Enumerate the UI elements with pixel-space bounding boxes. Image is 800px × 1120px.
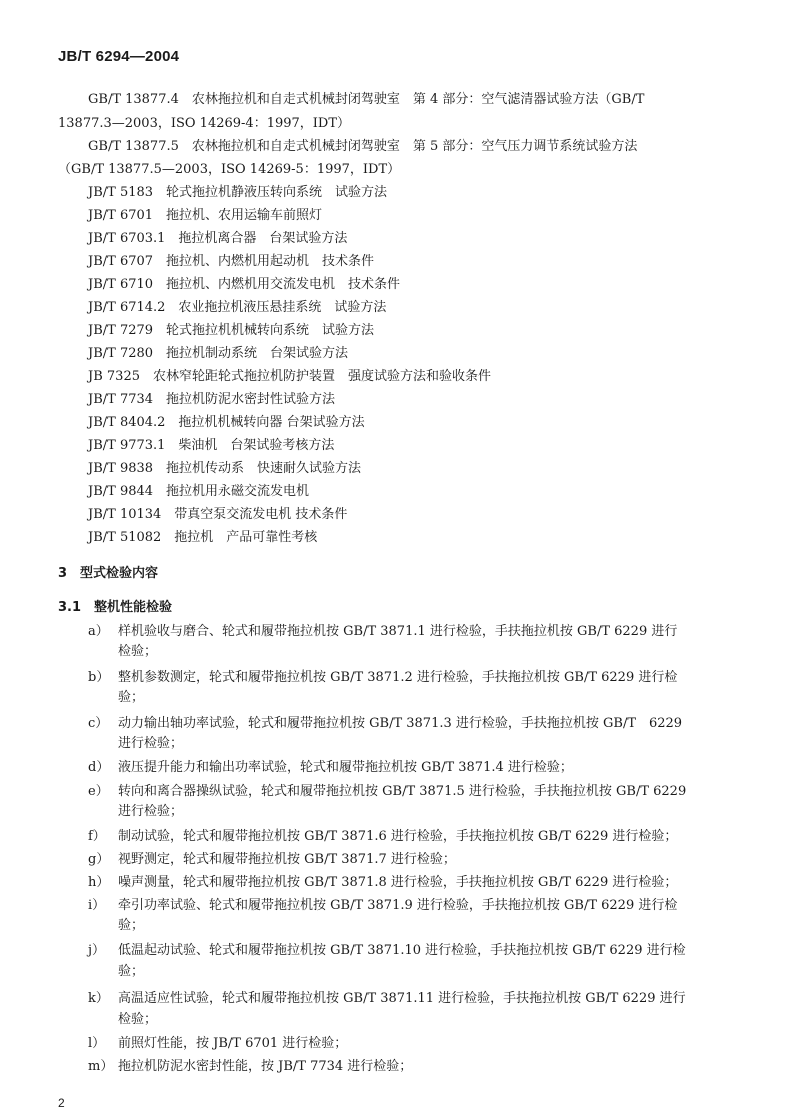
reference-item: JB/T 51082 拖拉机 产品可靠性考核 bbox=[88, 530, 318, 545]
list-item-text: 低温起动试验、轮式和履带拖拉机按 GB/T 3871.10 进行检验，手扶拖拉机按 GB/T 6229 进行检 bbox=[118, 943, 686, 958]
list-item-label: k） bbox=[88, 991, 109, 1006]
reference-item: JB/T 9838 拖拉机传动系 快速耐久试验方法 bbox=[88, 461, 362, 476]
reference-item: JB/T 6714.2 农业拖拉机液压悬挂系统 试验方法 bbox=[88, 300, 387, 315]
list-item-text: 高温适应性试验，轮式和履带拖拉机按 GB/T 3871.11 进行检验，手扶拖拉机按 GB/T 6229 进行 bbox=[118, 991, 686, 1006]
list-item-text: 样机验收与磨合、轮式和履带拖拉机按 GB/T 3871.1 进行检验，手扶拖拉机按 GB/T 6229 进行 bbox=[118, 624, 678, 639]
list-item-continuation: 验； bbox=[118, 918, 145, 933]
list-item-continuation: 检验； bbox=[118, 1012, 158, 1027]
list-item-text: 整机参数测定，轮式和履带拖拉机按 GB/T 3871.2 进行检验，手扶拖拉机按 GB/T 6229 进行检 bbox=[118, 670, 678, 685]
reference-item: JB/T 5183 轮式拖拉机静液压转向系统 试验方法 bbox=[88, 185, 388, 200]
reference-item: JB/T 9773.1 柴油机 台架试验考核方法 bbox=[88, 438, 335, 453]
list-item-continuation: 进行检验； bbox=[118, 736, 184, 751]
reference-13877-5-line1: GB/T 13877.5 农林拖拉机和自走式机械封闭驾驶室 第 5 部分：空气压力调节系统试验方法 bbox=[88, 139, 638, 154]
reference-13877-4-line2: 13877.3—2003，ISO 14269-4：1997，IDT） bbox=[58, 116, 351, 131]
list-item-continuation: 进行检验； bbox=[118, 804, 184, 819]
list-item-text: 牵引功率试验、轮式和履带拖拉机按 GB/T 3871.9 进行检验，手扶拖拉机按 GB/T 6229 进行检 bbox=[118, 898, 678, 913]
reference-item: JB/T 7280 拖拉机制动系统 台架试验方法 bbox=[88, 346, 349, 361]
reference-item: JB/T 8404.2 拖拉机机械转向器 台架试验方法 bbox=[88, 415, 365, 430]
reference-item: JB/T 6707 拖拉机、内燃机用起动机 技术条件 bbox=[88, 254, 375, 269]
list-item-label: a） bbox=[88, 624, 109, 639]
list-item-label: g） bbox=[88, 852, 110, 867]
list-item-label: f） bbox=[88, 829, 106, 844]
list-item-label: i） bbox=[88, 898, 106, 913]
reference-item: JB/T 6703.1 拖拉机离合器 台架试验方法 bbox=[88, 231, 348, 246]
list-item-label: j） bbox=[88, 943, 106, 958]
document-number-header: JB/T 6294—2004 bbox=[58, 48, 180, 65]
reference-item: JB/T 9844 拖拉机用永磁交流发电机 bbox=[88, 484, 310, 499]
list-item-label: d） bbox=[88, 760, 110, 775]
list-item-label: m） bbox=[88, 1059, 114, 1074]
list-item-text: 动力输出轴功率试验，轮式和履带拖拉机按 GB/T 3871.3 进行检验，手扶拖拉机按 GB/T 6229 bbox=[118, 716, 683, 731]
reference-item: JB/T 6701 拖拉机、农用运输车前照灯 bbox=[88, 208, 323, 223]
list-item-label: l） bbox=[88, 1036, 106, 1051]
list-item-label: e） bbox=[88, 784, 109, 799]
list-item-text: 液压提升能力和输出功率试验，轮式和履带拖拉机按 GB/T 3871.4 进行检验； bbox=[118, 760, 573, 775]
list-item-text: 转向和离合器操纵试验，轮式和履带拖拉机按 GB/T 3871.5 进行检验，手扶拖拉机按 GB/T 6229 bbox=[118, 784, 687, 799]
reference-item: JB/T 10134 带真空泵交流发电机 技术条件 bbox=[88, 507, 348, 522]
list-item-text: 前照灯性能，按 JB/T 6701 进行检验； bbox=[118, 1036, 348, 1051]
list-item-continuation: 验； bbox=[118, 964, 145, 979]
list-item-continuation: 验； bbox=[118, 690, 145, 705]
section-3-heading: 3 型式检验内容 bbox=[58, 566, 159, 581]
reference-13877-5-line2: （GB/T 13877.5—2003，ISO 14269-5：1997，IDT） bbox=[58, 162, 401, 177]
list-item-label: b） bbox=[88, 670, 110, 685]
list-item-text: 噪声测量，轮式和履带拖拉机按 GB/T 3871.8 进行检验，手扶拖拉机按 GB/T 6229 进行检验； bbox=[118, 875, 678, 890]
list-item-text: 拖拉机防泥水密封性能，按 JB/T 7734 进行检验； bbox=[118, 1059, 413, 1074]
list-item-continuation: 检验； bbox=[118, 644, 158, 659]
list-item-text: 制动试验，轮式和履带拖拉机按 GB/T 3871.6 进行检验，手扶拖拉机按 GB/T 6229 进行检验； bbox=[118, 829, 678, 844]
reference-item: JB/T 7279 轮式拖拉机机械转向系统 试验方法 bbox=[88, 323, 375, 338]
list-item-label: c） bbox=[88, 716, 109, 731]
reference-item: JB 7325 农林窄轮距轮式拖拉机防护装置 强度试验方法和验收条件 bbox=[88, 369, 491, 384]
list-item-text: 视野测定，轮式和履带拖拉机按 GB/T 3871.7 进行检验； bbox=[118, 852, 456, 867]
page-number: 2 bbox=[58, 1096, 65, 1110]
reference-13877-4-line1: GB/T 13877.4 农林拖拉机和自走式机械封闭驾驶室 第 4 部分：空气滤清器试验方法（GB/T bbox=[88, 92, 645, 107]
section-3-1-heading: 3.1 整机性能检验 bbox=[58, 600, 173, 615]
list-item-label: h） bbox=[88, 875, 110, 890]
reference-item: JB/T 6710 拖拉机、内燃机用交流发电机 技术条件 bbox=[88, 277, 401, 292]
reference-item: JB/T 7734 拖拉机防泥水密封性试验方法 bbox=[88, 392, 336, 407]
